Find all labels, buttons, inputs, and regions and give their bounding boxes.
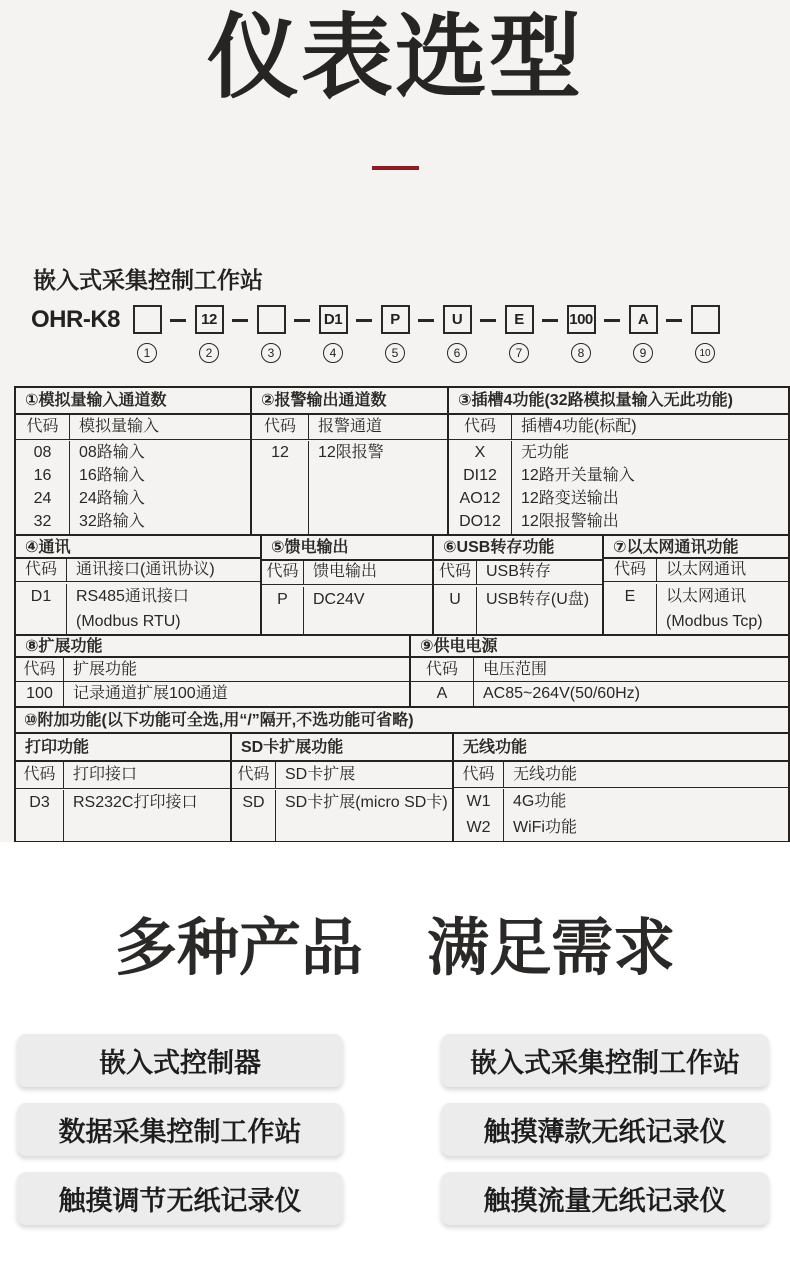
subheader-row <box>232 762 452 789</box>
model-slot-6 <box>442 305 472 363</box>
desc-cell: SD卡扩展(micro SD卡) <box>285 794 448 811</box>
desc-cell: (Modbus Tcp) <box>666 613 763 630</box>
section-title: ⑨供电电源 <box>411 636 790 658</box>
desc-cell: 以太网通讯 <box>666 588 747 605</box>
code-header-cell: 代码 <box>434 561 477 584</box>
red-divider <box>372 166 419 170</box>
desc-column <box>67 584 260 634</box>
code-cell: A <box>436 685 448 702</box>
circled-number: 4 <box>323 343 343 363</box>
section-power-supply <box>409 636 790 706</box>
desc-cell: 12路开关量输入 <box>521 467 635 484</box>
subheader-row <box>449 415 790 440</box>
subheader-row <box>16 658 409 682</box>
section-alarm-outputs <box>250 388 447 534</box>
section-print <box>16 734 230 841</box>
desc-column <box>304 587 432 634</box>
desc-header-cell: 扩展功能 <box>73 661 138 678</box>
code-cell: D1 <box>30 588 52 605</box>
code-cell: D3 <box>29 794 50 811</box>
model-box <box>691 305 720 334</box>
bottom-section <box>0 842 790 1272</box>
desc-header-cell: USB转存 <box>486 563 551 580</box>
code-column <box>604 584 657 634</box>
model-heading: 嵌入式采集控制工作站 <box>33 267 263 293</box>
code-column <box>411 682 474 706</box>
code-cell: E <box>624 588 636 605</box>
table-band-2 <box>16 534 788 634</box>
heading-left: 多种产品 <box>114 914 363 983</box>
code-column <box>16 790 64 841</box>
section-slot4-function <box>447 388 790 534</box>
desc-column <box>477 587 602 634</box>
model-box: P <box>381 305 410 334</box>
desc-cell: 12限报警输出 <box>521 513 619 530</box>
desc-header-cell: 馈电输出 <box>313 563 378 580</box>
product-button-grid <box>17 1034 769 1225</box>
dash-separator <box>542 319 558 322</box>
data-area <box>449 440 790 534</box>
section-title: ⑤馈电输出 <box>262 536 432 561</box>
code-header-cell: 代码 <box>454 762 504 788</box>
code-cell: 12 <box>271 444 289 461</box>
code-cell: SD <box>242 794 265 811</box>
model-box: D1 <box>319 305 348 334</box>
section-sd-card <box>230 734 452 841</box>
desc-cell: 16路输入 <box>79 467 145 484</box>
desc-column <box>70 441 250 534</box>
circled-number: 2 <box>199 343 219 363</box>
code-column <box>262 587 304 634</box>
dash-separator <box>418 319 434 322</box>
desc-header-cell: 电压范围 <box>483 661 548 678</box>
subheader-row <box>16 559 260 582</box>
code-cell: 16 <box>33 467 52 484</box>
desc-cell: 12限报警 <box>318 444 384 461</box>
circled-number: 1 <box>137 343 157 363</box>
code-header-cell: 代码 <box>252 415 309 439</box>
products-heading <box>0 842 790 982</box>
code-cell: P <box>277 591 288 608</box>
section-title: SD卡扩展功能 <box>232 734 452 762</box>
dash-separator <box>294 319 310 322</box>
section-title: ⑥USB转存功能 <box>434 536 602 561</box>
heading-right: 满足需求 <box>427 914 676 983</box>
circled-number: 6 <box>447 343 467 363</box>
desc-column <box>504 789 790 841</box>
data-area <box>16 789 230 841</box>
code-cell: AO12 <box>459 490 501 507</box>
desc-cell: 4G功能 <box>513 793 567 810</box>
product-button-data-workstation[interactable]: 数据采集控制工作站 <box>17 1103 343 1156</box>
dash-separator <box>170 319 186 322</box>
selection-table <box>14 386 790 843</box>
desc-cell: WiFi功能 <box>513 819 577 836</box>
code-column <box>449 441 512 534</box>
desc-cell: 12路变送输出 <box>521 490 619 507</box>
section-communication <box>16 536 260 634</box>
circled-number: 7 <box>509 343 529 363</box>
circled-number: 3 <box>261 343 281 363</box>
model-slot-1 <box>132 305 162 363</box>
code-header-cell: 代码 <box>411 658 474 681</box>
desc-header-cell: 报警通道 <box>318 418 383 435</box>
desc-column <box>657 584 790 634</box>
model-box: 12 <box>195 305 224 334</box>
section-expansion <box>16 636 409 706</box>
dash-separator <box>356 319 372 322</box>
code-cell: W1 <box>466 793 491 810</box>
code-header-cell: 代码 <box>262 561 304 584</box>
data-area <box>16 582 260 634</box>
desc-cell: 24路输入 <box>79 490 145 507</box>
model-slot-9 <box>628 305 658 363</box>
code-column <box>16 584 67 634</box>
desc-column <box>276 790 452 841</box>
model-slot-4 <box>318 305 348 363</box>
desc-header-cell: 通讯接口(通讯协议) <box>76 561 215 578</box>
code-header-cell: 代码 <box>16 415 70 439</box>
product-button-embedded-workstation[interactable]: 嵌入式采集控制工作站 <box>441 1034 769 1087</box>
product-button-embedded-controller[interactable]: 嵌入式控制器 <box>17 1034 343 1087</box>
desc-header-cell: 无线功能 <box>513 765 578 783</box>
desc-header-cell: 打印接口 <box>73 766 138 783</box>
code-header-cell: 代码 <box>449 415 512 439</box>
desc-cell: DC24V <box>313 591 365 608</box>
model-box <box>257 305 286 334</box>
desc-cell: RS232C打印接口 <box>73 794 198 811</box>
model-box: A <box>629 305 658 334</box>
desc-cell: 记录通道扩展100通道 <box>73 685 228 702</box>
dash-separator <box>666 319 682 322</box>
code-header-cell: 代码 <box>604 559 657 581</box>
subheader-row <box>16 762 230 789</box>
code-column <box>434 587 477 634</box>
desc-column <box>309 441 447 534</box>
model-box: U <box>443 305 472 334</box>
desc-cell: 32路输入 <box>79 513 145 530</box>
code-column <box>232 790 276 841</box>
subheader-row <box>411 658 790 682</box>
section-title: ①模拟量输入通道数 <box>16 388 250 415</box>
desc-cell: 无功能 <box>521 444 570 461</box>
section-title: ②报警输出通道数 <box>252 388 447 415</box>
dash-separator <box>232 319 248 322</box>
desc-header-cell: 插槽4功能(标配) <box>521 418 637 435</box>
data-area <box>252 440 447 534</box>
section-title: 打印功能 <box>16 734 230 762</box>
model-slot-8 <box>566 305 596 363</box>
subheader-row <box>604 559 790 582</box>
code-cell: 100 <box>26 685 53 702</box>
code-cell: U <box>449 591 461 608</box>
table-band-4 <box>16 706 788 841</box>
data-area <box>232 789 452 841</box>
circled-number: 5 <box>385 343 405 363</box>
product-button-touch-flow-recorder[interactable]: 触摸流量无纸记录仪 <box>441 1172 769 1225</box>
data-area <box>16 440 250 534</box>
code-cell: 24 <box>33 490 52 507</box>
subheader-row <box>252 415 447 440</box>
subheader-row <box>454 762 790 789</box>
product-button-touch-slim-recorder[interactable]: 触摸薄款无纸记录仪 <box>441 1103 769 1156</box>
data-area <box>604 582 790 634</box>
product-button-touch-regulating-recorder[interactable]: 触摸调节无纸记录仪 <box>17 1172 343 1225</box>
code-column <box>16 441 70 534</box>
section-wireless <box>452 734 790 841</box>
section-usb-transfer <box>432 536 602 634</box>
circled-number: 8 <box>571 343 591 363</box>
desc-header-cell: SD卡扩展 <box>285 766 356 783</box>
subheader-row <box>262 561 432 585</box>
desc-column <box>64 682 409 706</box>
subheader-row <box>434 561 602 585</box>
code-column <box>16 682 64 706</box>
model-box: E <box>505 305 534 334</box>
model-slot-3 <box>256 305 286 363</box>
model-slot-10 <box>690 305 720 363</box>
dash-separator <box>604 319 620 322</box>
code-cell: W2 <box>466 819 491 836</box>
code-column <box>252 441 309 534</box>
section-analog-inputs <box>16 388 250 534</box>
code-cell: 32 <box>33 513 52 530</box>
desc-column <box>64 790 230 841</box>
code-header-cell: 代码 <box>232 762 276 788</box>
desc-cell: USB转存(U盘) <box>486 591 590 608</box>
circled-number: 10 <box>695 343 715 363</box>
circled-number: 9 <box>633 343 653 363</box>
desc-cell: AC85~264V(50/60Hz) <box>483 685 640 702</box>
model-box <box>133 305 162 334</box>
code-cell: DI12 <box>463 467 497 484</box>
code-header-cell: 代码 <box>16 658 64 681</box>
code-header-cell: 代码 <box>16 559 67 581</box>
table-band-1 <box>16 388 788 534</box>
data-area <box>434 585 602 634</box>
section-title: ③插槽4功能(32路模拟量输入无此功能) <box>449 388 790 415</box>
code-cell: X <box>474 444 486 461</box>
dash-separator <box>480 319 496 322</box>
model-slot-7 <box>504 305 534 363</box>
model-prefix: OHR-K8 <box>31 306 121 333</box>
code-header-cell: 代码 <box>16 762 64 788</box>
desc-header-cell: 模拟量输入 <box>79 418 160 435</box>
table-band-3 <box>16 634 788 706</box>
section-feed-output <box>260 536 432 634</box>
desc-column <box>474 682 790 706</box>
subheader-row <box>16 415 250 440</box>
section-title: ⑦以太网通讯功能 <box>604 536 790 559</box>
data-area <box>454 788 790 841</box>
model-slot-5 <box>380 305 410 363</box>
desc-header-cell: 以太网通讯 <box>666 561 747 578</box>
data-area <box>262 585 432 634</box>
desc-column <box>512 441 790 534</box>
additional-functions-header: ⑩附加功能(以下功能可全选,用“/”隔开,不选功能可省略) <box>16 708 788 734</box>
section-title: 无线功能 <box>454 734 790 762</box>
section-ethernet <box>602 536 790 634</box>
model-box: 100 <box>567 305 596 334</box>
code-cell: 08 <box>33 444 52 461</box>
desc-cell: (Modbus RTU) <box>76 613 181 630</box>
code-column <box>454 789 504 841</box>
section-title: ⑧扩展功能 <box>16 636 409 658</box>
desc-cell: RS485通讯接口 <box>76 588 189 605</box>
data-area <box>16 682 409 706</box>
section-title: ④通讯 <box>16 536 260 559</box>
model-code-line <box>31 305 790 363</box>
page-title: 仪表选型 <box>206 7 583 109</box>
desc-cell: 08路输入 <box>79 444 145 461</box>
data-area <box>411 682 790 706</box>
code-cell: DO12 <box>459 513 501 530</box>
model-slot-2 <box>194 305 224 363</box>
band4-sections <box>16 734 788 841</box>
